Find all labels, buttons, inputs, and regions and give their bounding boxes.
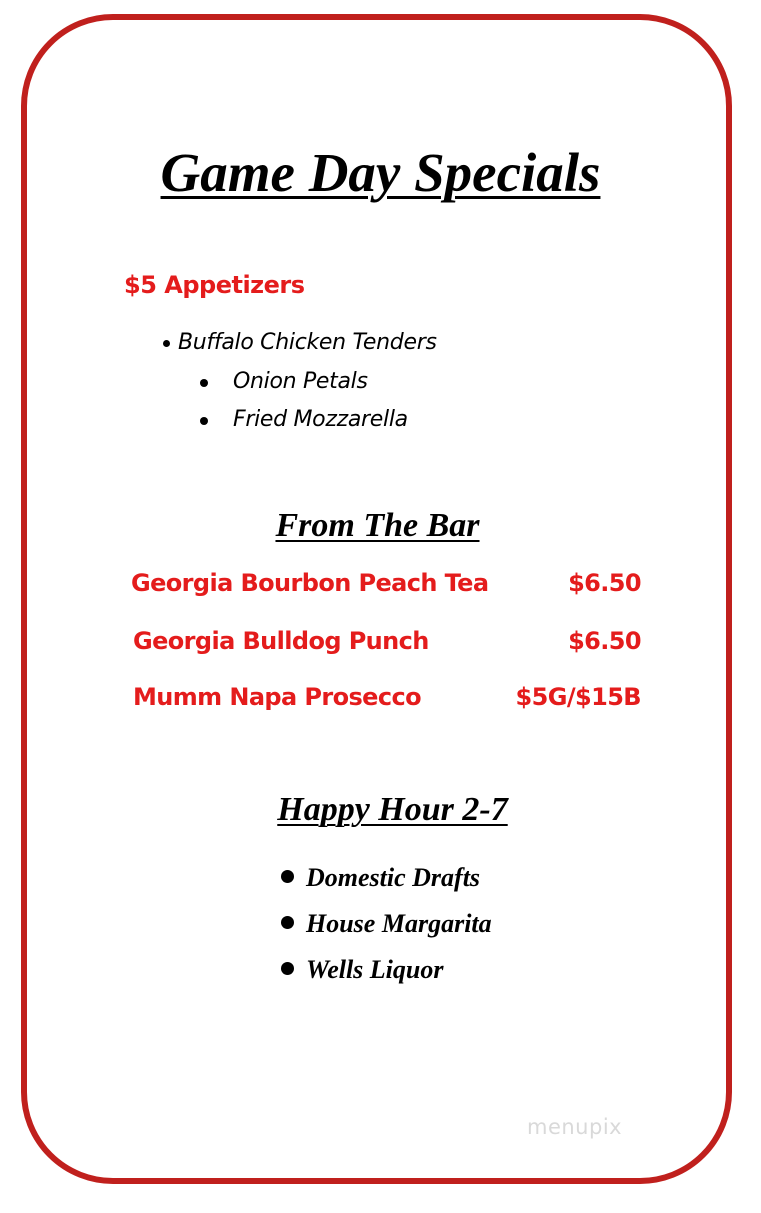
bar-item-name: Mumm Napa Prosecco (133, 683, 421, 711)
appetizer-item-onion-petals: Onion Petals (233, 369, 368, 394)
appetizers-heading: $5 Appetizers (124, 271, 305, 299)
appetizer-item-buffalo-chicken-tenders: Buffalo Chicken Tenders (178, 330, 437, 355)
bar-item-price: $5G/$15B (515, 683, 641, 711)
watermark: menupix (527, 1115, 623, 1139)
happy-hour-heading: Happy Hour 2-7 (277, 791, 508, 828)
page-title: Game Day Specials (160, 142, 601, 203)
bullet-icon (163, 340, 170, 347)
bar-item-price: $6.50 (568, 569, 641, 597)
bar-heading: From The Bar (275, 507, 480, 544)
happy-hour-item-house-margarita: House Margarita (306, 909, 492, 938)
happy-hour-item-domestic-drafts: Domestic Drafts (306, 863, 481, 892)
bar-item-price: $6.50 (568, 627, 641, 655)
bullet-icon (281, 916, 294, 929)
bullet-icon (200, 417, 208, 425)
bullet-icon (281, 962, 294, 975)
bullet-icon (281, 870, 294, 883)
happy-hour-item-wells-liquor: Wells Liquor (306, 955, 444, 984)
appetizer-item-fried-mozzarella: Fried Mozzarella (233, 407, 408, 432)
bar-item-name: Georgia Bourbon Peach Tea (131, 569, 489, 597)
bullet-icon (200, 379, 208, 387)
bar-item-name: Georgia Bulldog Punch (133, 627, 429, 655)
